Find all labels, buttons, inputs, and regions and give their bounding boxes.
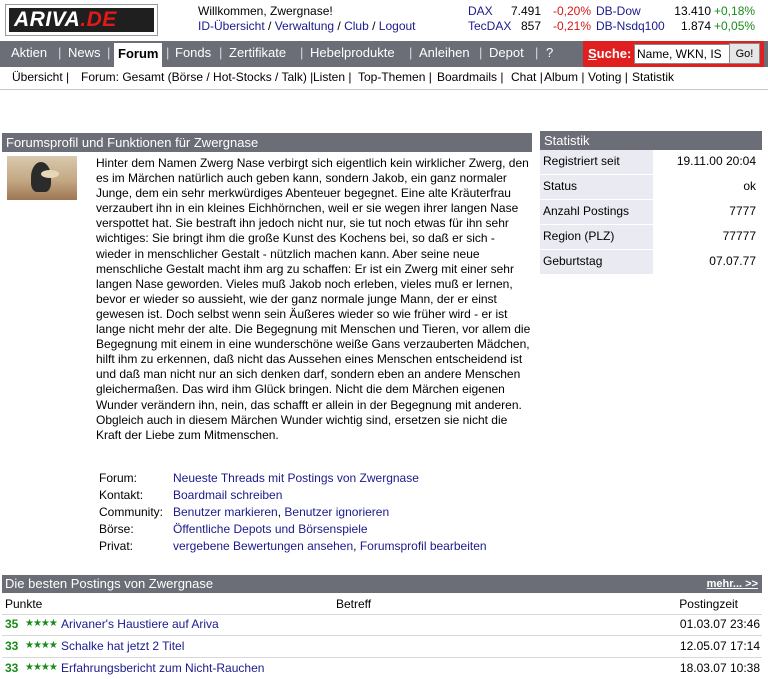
search-go-button[interactable]: Go! [729,43,760,64]
club-link[interactable]: Club [344,19,369,33]
stats-row [540,200,762,225]
nav-item-hebelprodukte[interactable]: Hebelprodukte [310,45,395,60]
ariva-logo[interactable] [5,4,158,36]
edit-profile-link[interactable]: Forumsprofil bearbeiten [359,539,487,553]
search-input[interactable] [634,44,732,64]
stats-value: 19.11.00 20:04 [676,154,756,168]
link-row-label: Privat: [99,539,134,553]
col-date: Postingzeit [679,597,738,611]
index-value: 857 [520,19,541,33]
id-overview-link[interactable]: ID-Übersicht [198,19,265,33]
newest-threads-link[interactable]: Neueste Threads mit Postings von Zwergnase [173,471,419,485]
index-quote-dbnsdq[interactable] [596,19,665,34]
administration-link[interactable]: Verwaltung [274,19,335,33]
logout-link[interactable]: Logout [378,19,416,33]
posting-date: 12.05.07 17:14 [679,639,760,653]
nav-item-help[interactable]: ? [546,45,554,60]
col-points: Punkte [5,597,43,611]
public-depots-link[interactable]: Öffentliche Depots und Börsenspiele [173,522,368,536]
subnav-item-uebersicht[interactable]: Übersicht [12,70,63,84]
index-name[interactable]: DB-Nsdq100 [596,19,665,33]
stats-value: 07.07.77 [709,254,756,268]
index-name[interactable]: TecDAX [468,19,512,33]
nav-separator: | [300,45,304,60]
welcome-block [198,4,416,34]
stats-value: 77777 [722,229,756,243]
rating-stars-icon: ★★★★ [25,640,57,651]
posting-date: 18.03.07 10:38 [679,661,760,675]
index-change: +0,18% [714,4,756,18]
link-row-label: Community: [99,505,164,519]
stats-table [540,150,762,275]
stats-key: Region (PLZ) [540,225,653,249]
index-value: 7.491 [511,4,542,18]
nav-separator: | [166,45,170,60]
welcome-text: Willkommen, Zwergnase! [198,4,333,18]
nav-item-depot[interactable]: Depot [489,45,524,60]
link-row-label: Forum: [99,471,138,485]
subnav-item-album[interactable]: Album [544,70,579,84]
nav-separator: | [219,45,223,60]
subnav-item-top-themen[interactable]: Top-Themen [358,70,426,84]
subnav-item-forum-gesamt[interactable]: Forum: Gesamt (Börse / Hot-Stocks / Talk) [81,70,307,84]
sub-nav: Übersicht | Forum: Gesamt (Börse / Hot-Stocks / Talk) | Listen | Top-Themen | Boardmails | Chat | Album | Voting | Statistik [0,67,768,90]
nav-item-zertifikate[interactable]: Zertifikate [229,45,287,60]
rating-stars-icon: ★★★★ [25,618,57,629]
nav-item-forum[interactable]: Forum [114,43,162,67]
link-row-label: Kontakt: [99,488,144,502]
index-change: -0,21% [553,19,592,33]
nav-separator: | [535,45,539,60]
subnav-item-listen[interactable]: Listen [313,70,346,84]
nav-separator: | [107,45,111,60]
subnav-item-chat[interactable]: Chat [511,70,537,84]
stats-row [540,175,762,200]
more-postings-link[interactable]: mehr... >> [706,578,758,590]
stats-key: Anzahl Postings [540,200,653,224]
nav-item-fonds[interactable]: Fonds [175,45,212,60]
stats-key: Geburtstag [540,250,653,274]
view-ratings-link[interactable]: vergebene Bewertungen ansehen [173,539,354,553]
search-bar [583,41,764,67]
stats-row [540,250,762,275]
posting-title-link[interactable]: Schalke hat jetzt 2 Titel [61,639,185,653]
index-value: 1.874 [680,19,711,33]
stats-key: Registriert seit [540,150,653,174]
stats-key: Status [540,175,653,199]
index-value: 13.410 [674,4,711,18]
subnav-item-boardmails[interactable]: Boardmails [437,70,498,84]
posting-points: 33 [5,639,19,653]
ignore-user-link[interactable]: Benutzer ignorieren [284,505,390,519]
write-boardmail-link[interactable]: Boardmail schreiben [173,488,283,502]
index-quote-dax[interactable] [468,4,493,19]
subnav-item-voting[interactable]: Voting [588,70,622,84]
link-row-label: Börse: [99,522,134,536]
best-postings-header [2,575,762,593]
search-label: Suche: [588,46,632,61]
nav-item-aktien[interactable]: Aktien [11,45,48,60]
profile-panel-title: Forumsprofil und Funktionen für Zwergnase [2,133,532,152]
index-name[interactable]: DB-Dow [596,4,641,18]
nav-separator: | [479,45,483,60]
account-links: ID-Übersicht / Verwaltung / Club / Logout [198,19,416,33]
posting-row [2,613,762,636]
col-subject: Betreff [336,597,372,611]
profile-bio: Hinter dem Namen Zwerg Nase verbirgt sich eigentlich kein wirklicher Zwerg, den es im Märchen natürlich auch geben kann, sondern Jakob, ein ganz normaler Junge, dem ein sehr merkwürdiges Abenteuer begegnet. Eine alte Kräuterfrau verzaubert ihn in ein kleines Eichhörnchen, weil er sie wegen ihrer langen Nase verspottet hat. Sie bestraft ihn jedoch nicht nur, sie tut noch etwas für ihn sehr wichtiges: Sie bringt ihm die große Kunst des Kochens bei, so daß er sich - wieder in menschlicher Gestalt - nützlich machen kann. Aber seine neue menschliche Gestalt macht ihm arg zu schaffen: Er ist ein Zwerg mit einer sehr langen Nase geworden. Vieles muß Jakob noch erleben, vieles muß er lernen, bevor er wieder so aussieht, wie der ganz normale junge Mann, der er einst gewesen ist. Doch selbst wenn sein Äußeres wieder so wie früher wird - er ist lange nicht mehr der alte. Die Begegnung mit Menschen und Tieren, vor allem die Begegnung mit einem in eine wunderschöne weiße Gans verzauberten Mädchen, hilft ihm zu erkennen, daß nicht das Aussehen eines Menschen entscheidend ist und daß man nicht nur an sich denken darf, sondern eben an andere Menschen gleichermaßen. Das wird ihm Glück bringen. Nicht die dem Märchen eigenen Wunder verändern ihn, nein, das schafft er allein in der Begegnung mit anderen. Obgleich auch in diesem Märchen Wunder wichtig sind, ersetzen sie nicht die Kraft der Liebe zum Mitmenschen. [96,156,531,442]
index-name[interactable]: DAX [468,4,493,18]
posting-row [2,635,762,658]
user-avatar [7,156,77,200]
posting-date: 01.03.07 23:46 [679,617,760,631]
mark-user-link[interactable]: Benutzer markieren [173,505,278,519]
posting-points: 33 [5,661,19,675]
index-quote-dbdow[interactable] [596,4,641,19]
index-change: -0,20% [553,4,592,18]
best-postings-columns [2,594,762,615]
best-postings-title: Die besten Postings von Zwergnase [5,576,214,591]
stats-row [540,150,762,175]
index-quote-tecdax[interactable] [468,19,511,34]
subnav-item-statistik[interactable]: Statistik [632,70,675,84]
posting-title-link[interactable]: Erfahrungsbericht zum Nicht-Rauchen [61,661,265,675]
logo-text: ARIVA.DE [9,8,154,32]
nav-item-news[interactable]: News [68,45,101,60]
index-change: +0,05% [714,19,756,33]
rating-stars-icon: ★★★★ [25,662,57,673]
nav-item-anleihen[interactable]: Anleihen [419,45,470,60]
nav-separator: | [409,45,413,60]
nav-separator: | [58,45,62,60]
posting-points: 35 [5,617,19,631]
stats-value: 7777 [729,204,756,218]
posting-title-link[interactable]: Arivaner's Haustiere auf Ariva [61,617,219,631]
stats-value: ok [743,179,756,193]
stats-panel-title: Statistik [540,131,762,150]
stats-row [540,225,762,250]
